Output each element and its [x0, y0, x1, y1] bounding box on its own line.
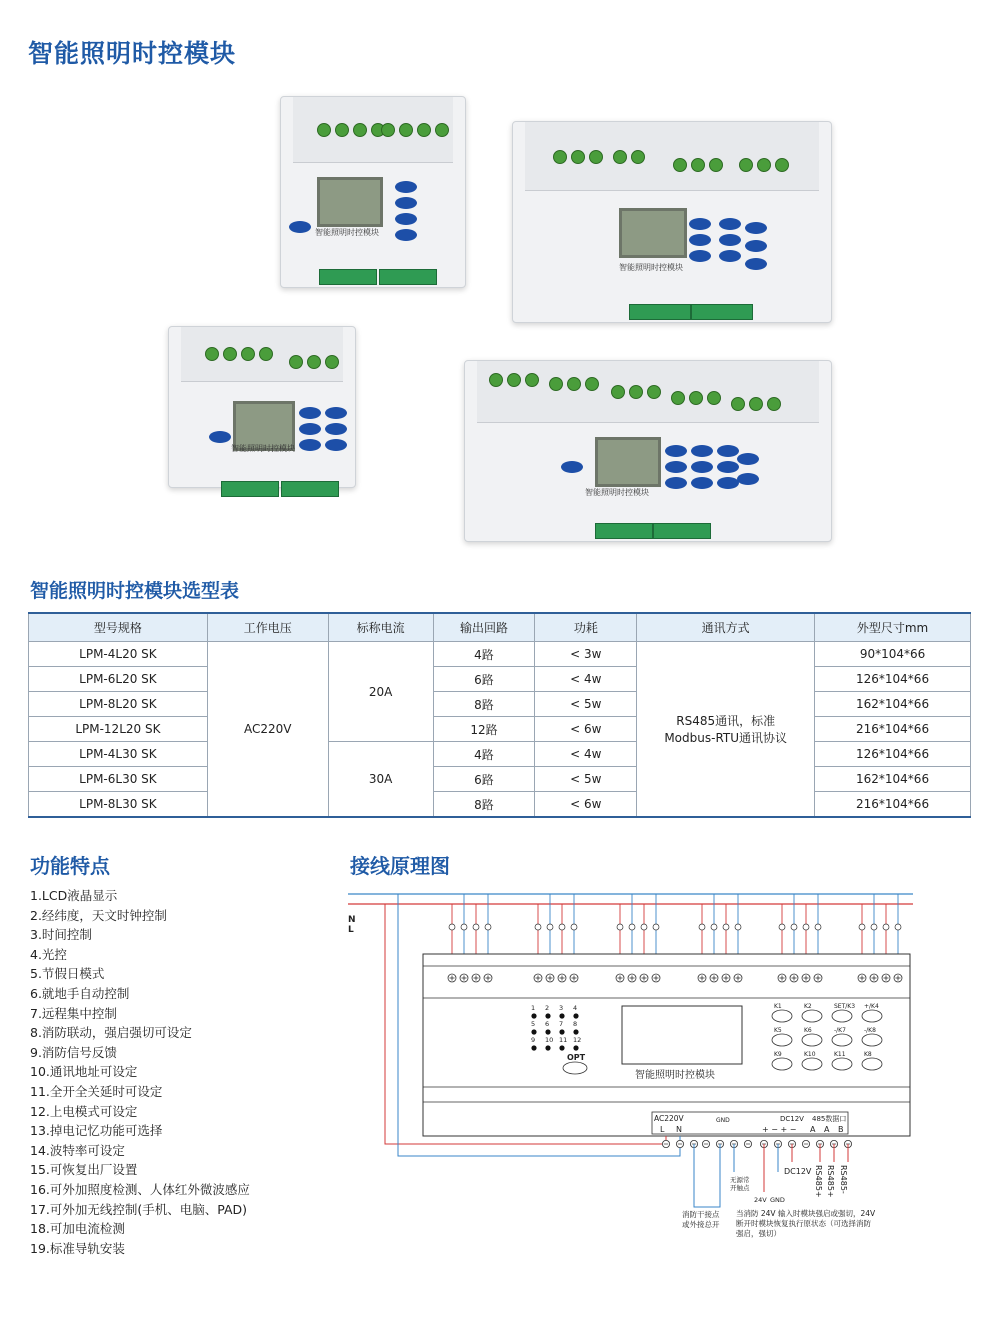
led-label: 6	[545, 1020, 550, 1028]
model-cell: LPM-4L20 SK	[29, 642, 208, 667]
fire-wire	[694, 1144, 720, 1207]
lamp-icon	[859, 924, 865, 930]
product-photo-6-way: 智能照明时控模块	[168, 326, 356, 488]
led-label: 7	[559, 1020, 564, 1028]
size-cell: 162*104*66	[815, 767, 971, 792]
key-label: SET/K3	[834, 1003, 856, 1010]
lamp-icon	[699, 924, 705, 930]
key-button	[802, 1010, 822, 1022]
led-label: 8	[573, 1020, 578, 1028]
key-button	[772, 1010, 792, 1022]
lamp-icon	[571, 924, 577, 930]
wiring-title: 接线原理图	[350, 854, 450, 878]
v24-label: 24V	[754, 1196, 767, 1204]
out-rs485a: RS485+	[814, 1165, 823, 1198]
fire-note-2: 或外接总开	[682, 1220, 720, 1229]
feature-item: 14.波特率可设定	[30, 1142, 125, 1158]
led-label: 10	[545, 1036, 554, 1044]
table-title: 智能照明时控模块选型表	[30, 580, 240, 602]
key-label: K5	[774, 1027, 782, 1034]
feature-item: 19.标准导轨安装	[30, 1240, 125, 1256]
lamp-icon	[449, 924, 455, 930]
feature-item: 15.可恢复出厂设置	[30, 1162, 138, 1178]
product-photo-4-way	[280, 96, 466, 288]
led-indicator	[531, 1029, 536, 1034]
key-label: K10	[804, 1051, 816, 1058]
n-label: N	[348, 915, 356, 925]
key-label: K11	[834, 1051, 846, 1058]
power-cell: < 3w	[535, 642, 637, 667]
size-cell: 216*104*66	[815, 792, 971, 818]
feature-item: 11.全开全关延时可设定	[30, 1083, 163, 1099]
lamp-icon	[617, 924, 623, 930]
comm-line-1: RS485通讯，标准	[676, 714, 776, 728]
voltage-cell: AC220V	[207, 642, 328, 818]
ac-l-label: L	[660, 1125, 665, 1134]
lamp-icon	[461, 924, 467, 930]
key-button	[862, 1010, 882, 1022]
led-indicator	[531, 1045, 536, 1050]
ac220v-label: AC220V	[654, 1114, 684, 1123]
features-title: 功能特点	[30, 854, 110, 878]
lamp-icon	[547, 924, 553, 930]
led-indicator	[573, 1013, 578, 1018]
table-row	[29, 742, 971, 767]
wiring-diagram	[338, 882, 928, 1262]
outputs-cell: 6路	[433, 767, 535, 792]
led-indicator	[559, 1013, 564, 1018]
outputs-cell: 4路	[433, 742, 535, 767]
product-photo-8-way: 智能照明时控模块	[512, 121, 832, 323]
led-indicator	[573, 1029, 578, 1034]
key-button	[772, 1034, 792, 1046]
gnd-label: GND	[716, 1117, 730, 1124]
header-model: 型号规格	[29, 613, 208, 642]
model-cell: LPM-12L20 SK	[29, 717, 208, 742]
lamp-icon	[535, 924, 541, 930]
no-source-2: 开触点	[730, 1184, 750, 1192]
feature-item: 3.时间控制	[30, 927, 92, 943]
lamp-icon	[895, 924, 901, 930]
header-voltage: 工作电压	[207, 613, 328, 642]
header-comm: 通讯方式	[637, 613, 815, 642]
opt-button	[563, 1062, 587, 1074]
lamp-icon	[653, 924, 659, 930]
svg-text:A: A	[810, 1125, 816, 1134]
key-button	[772, 1058, 792, 1070]
feature-item: 1.LCD液晶显示	[30, 888, 118, 903]
no-source-1: 无源常	[730, 1176, 750, 1184]
led-label: 11	[559, 1036, 568, 1044]
lamp-icon	[641, 924, 647, 930]
product-photo-12-way: 智能照明时控模块	[464, 360, 832, 542]
lamp-icon	[803, 924, 809, 930]
size-cell: 126*104*66	[815, 742, 971, 767]
feature-item: 17.可外加无线控制(手机、电脑、PAD)	[30, 1201, 248, 1217]
key-button	[832, 1034, 852, 1046]
lamp-icon	[871, 924, 877, 930]
out-dc12v: DC12V	[784, 1167, 812, 1176]
size-cell: 90*104*66	[815, 642, 971, 667]
power-cell: < 5w	[535, 767, 637, 792]
model-cell: LPM-6L20 SK	[29, 667, 208, 692]
note-line-3: 强启，强切）	[736, 1229, 781, 1238]
feature-item: 13.掉电记忆功能可选择	[30, 1123, 163, 1139]
size-cell: 126*104*66	[815, 667, 971, 692]
lamp-icon	[735, 924, 741, 930]
feature-item: 16.可外加照度检测、人体红外微波感应	[30, 1181, 250, 1197]
lamp-icon	[629, 924, 635, 930]
table-row	[29, 767, 971, 792]
svg-text:RS485+: RS485+	[826, 1165, 835, 1198]
feature-item: 4.光控	[30, 946, 67, 962]
note-line-1: 当消防 24V 输入时模块强启或强切，24V	[736, 1209, 876, 1218]
current-cell: 30A	[328, 742, 433, 818]
key-label: K9	[774, 1051, 782, 1058]
lamp-icon	[791, 924, 797, 930]
model-cell: LPM-8L30 SK	[29, 792, 208, 818]
header-size: 外型尺寸mm	[815, 613, 971, 642]
outputs-cell: 8路	[433, 792, 535, 818]
led-label: 3	[559, 1004, 564, 1012]
table-header-row	[29, 613, 971, 642]
key-label: K1	[774, 1003, 782, 1010]
lamp-icon	[883, 924, 889, 930]
key-button	[802, 1058, 822, 1070]
rs485-label: 485数据口	[812, 1115, 847, 1123]
power-cell: < 5w	[535, 692, 637, 717]
feature-item: 8.消防联动，强启强切可设定	[30, 1025, 192, 1041]
outputs-cell: 4路	[433, 642, 535, 667]
lamp-icon	[473, 924, 479, 930]
comm-line-2: Modbus-RTU通讯协议	[664, 731, 788, 745]
lamp-icon	[723, 924, 729, 930]
led-label: 9	[531, 1036, 536, 1044]
table-row	[29, 717, 971, 742]
feature-item: 10.通讯地址可设定	[30, 1064, 138, 1080]
size-cell: 216*104*66	[815, 717, 971, 742]
lamp-icon	[485, 924, 491, 930]
led-label: 5	[531, 1020, 536, 1028]
key-label: -/K8	[864, 1027, 876, 1034]
key-button	[802, 1034, 822, 1046]
module-label: 智能照明时控模块	[635, 1070, 715, 1081]
header-outputs: 输出回路	[433, 613, 535, 642]
key-button	[832, 1058, 852, 1070]
led-label: 1	[531, 1004, 536, 1012]
power-cell: < 4w	[535, 667, 637, 692]
table-row	[29, 692, 971, 717]
key-button	[832, 1010, 852, 1022]
led-label: 2	[545, 1004, 550, 1012]
lamp-icon	[559, 924, 565, 930]
led-indicator	[545, 1013, 550, 1018]
header-power: 功耗	[535, 613, 637, 642]
panel-label: 智能照明时控模块	[315, 228, 379, 237]
led-indicator	[559, 1029, 564, 1034]
power-cell: < 4w	[535, 742, 637, 767]
spec-table	[28, 612, 971, 818]
l-label: L	[348, 925, 354, 935]
led-label: 12	[573, 1036, 582, 1044]
dc12v-label: DC12V	[780, 1115, 804, 1123]
led-indicator	[531, 1013, 536, 1018]
feature-item: 5.节假日模式	[30, 966, 105, 982]
comm-cell	[637, 642, 815, 818]
lamp-icon	[815, 924, 821, 930]
out-rs485b: RS485-	[839, 1165, 848, 1194]
outputs-cell: 12路	[433, 717, 535, 742]
page-title: 智能照明时控模块	[28, 39, 237, 68]
note-line-2: 断开时模块恢复执行原状态（可选择消防	[736, 1219, 871, 1228]
feature-item: 12.上电模式可设定	[30, 1103, 138, 1119]
feature-item: 2.经纬度，天文时钟控制	[30, 907, 167, 923]
key-label: K8	[864, 1051, 872, 1058]
feature-item: 18.可加电流检测	[30, 1221, 125, 1237]
key-label: -/K7	[834, 1027, 846, 1034]
terminal-row	[662, 1140, 851, 1147]
model-cell: LPM-6L30 SK	[29, 767, 208, 792]
lamp-icon	[711, 924, 717, 930]
current-cell: 20A	[328, 642, 433, 742]
key-button	[862, 1034, 882, 1046]
lamp-icon	[779, 924, 785, 930]
outputs-cell: 8路	[433, 692, 535, 717]
features-list	[30, 886, 250, 1258]
feature-item: 7.远程集中控制	[30, 1005, 117, 1021]
led-indicator	[545, 1029, 550, 1034]
lamp-branches	[449, 894, 901, 954]
opt-label: OPT	[567, 1053, 586, 1062]
rs485-b-label: B	[838, 1125, 844, 1134]
lcd-screen	[622, 1006, 742, 1064]
table-row	[29, 667, 971, 692]
ac-n-label: N	[676, 1125, 682, 1134]
table-row	[29, 792, 971, 818]
svg-text:+ − + −: + − + −	[762, 1125, 797, 1134]
led-indicator	[545, 1045, 550, 1050]
led-indicator	[573, 1045, 578, 1050]
feature-item: 6.就地手自动控制	[30, 985, 130, 1001]
fire-note-1: 消防干接点	[682, 1210, 720, 1219]
rs485-a-label: A	[824, 1125, 830, 1134]
model-cell: LPM-8L20 SK	[29, 692, 208, 717]
header-current: 标称电流	[328, 613, 433, 642]
key-label: K6	[804, 1027, 812, 1034]
outputs-cell: 6路	[433, 667, 535, 692]
key-label: +/K4	[864, 1003, 879, 1010]
model-cell: LPM-4L30 SK	[29, 742, 208, 767]
size-cell: 162*104*66	[815, 692, 971, 717]
power-cell: < 6w	[535, 717, 637, 742]
gnd2-label: GND	[770, 1196, 785, 1204]
feature-item: 9.消防信号反馈	[30, 1044, 117, 1060]
key-label: K2	[804, 1003, 812, 1010]
table-row	[29, 642, 971, 667]
led-indicator	[559, 1045, 564, 1050]
led-label: 4	[573, 1004, 578, 1012]
power-cell: < 6w	[535, 792, 637, 818]
key-button	[862, 1058, 882, 1070]
